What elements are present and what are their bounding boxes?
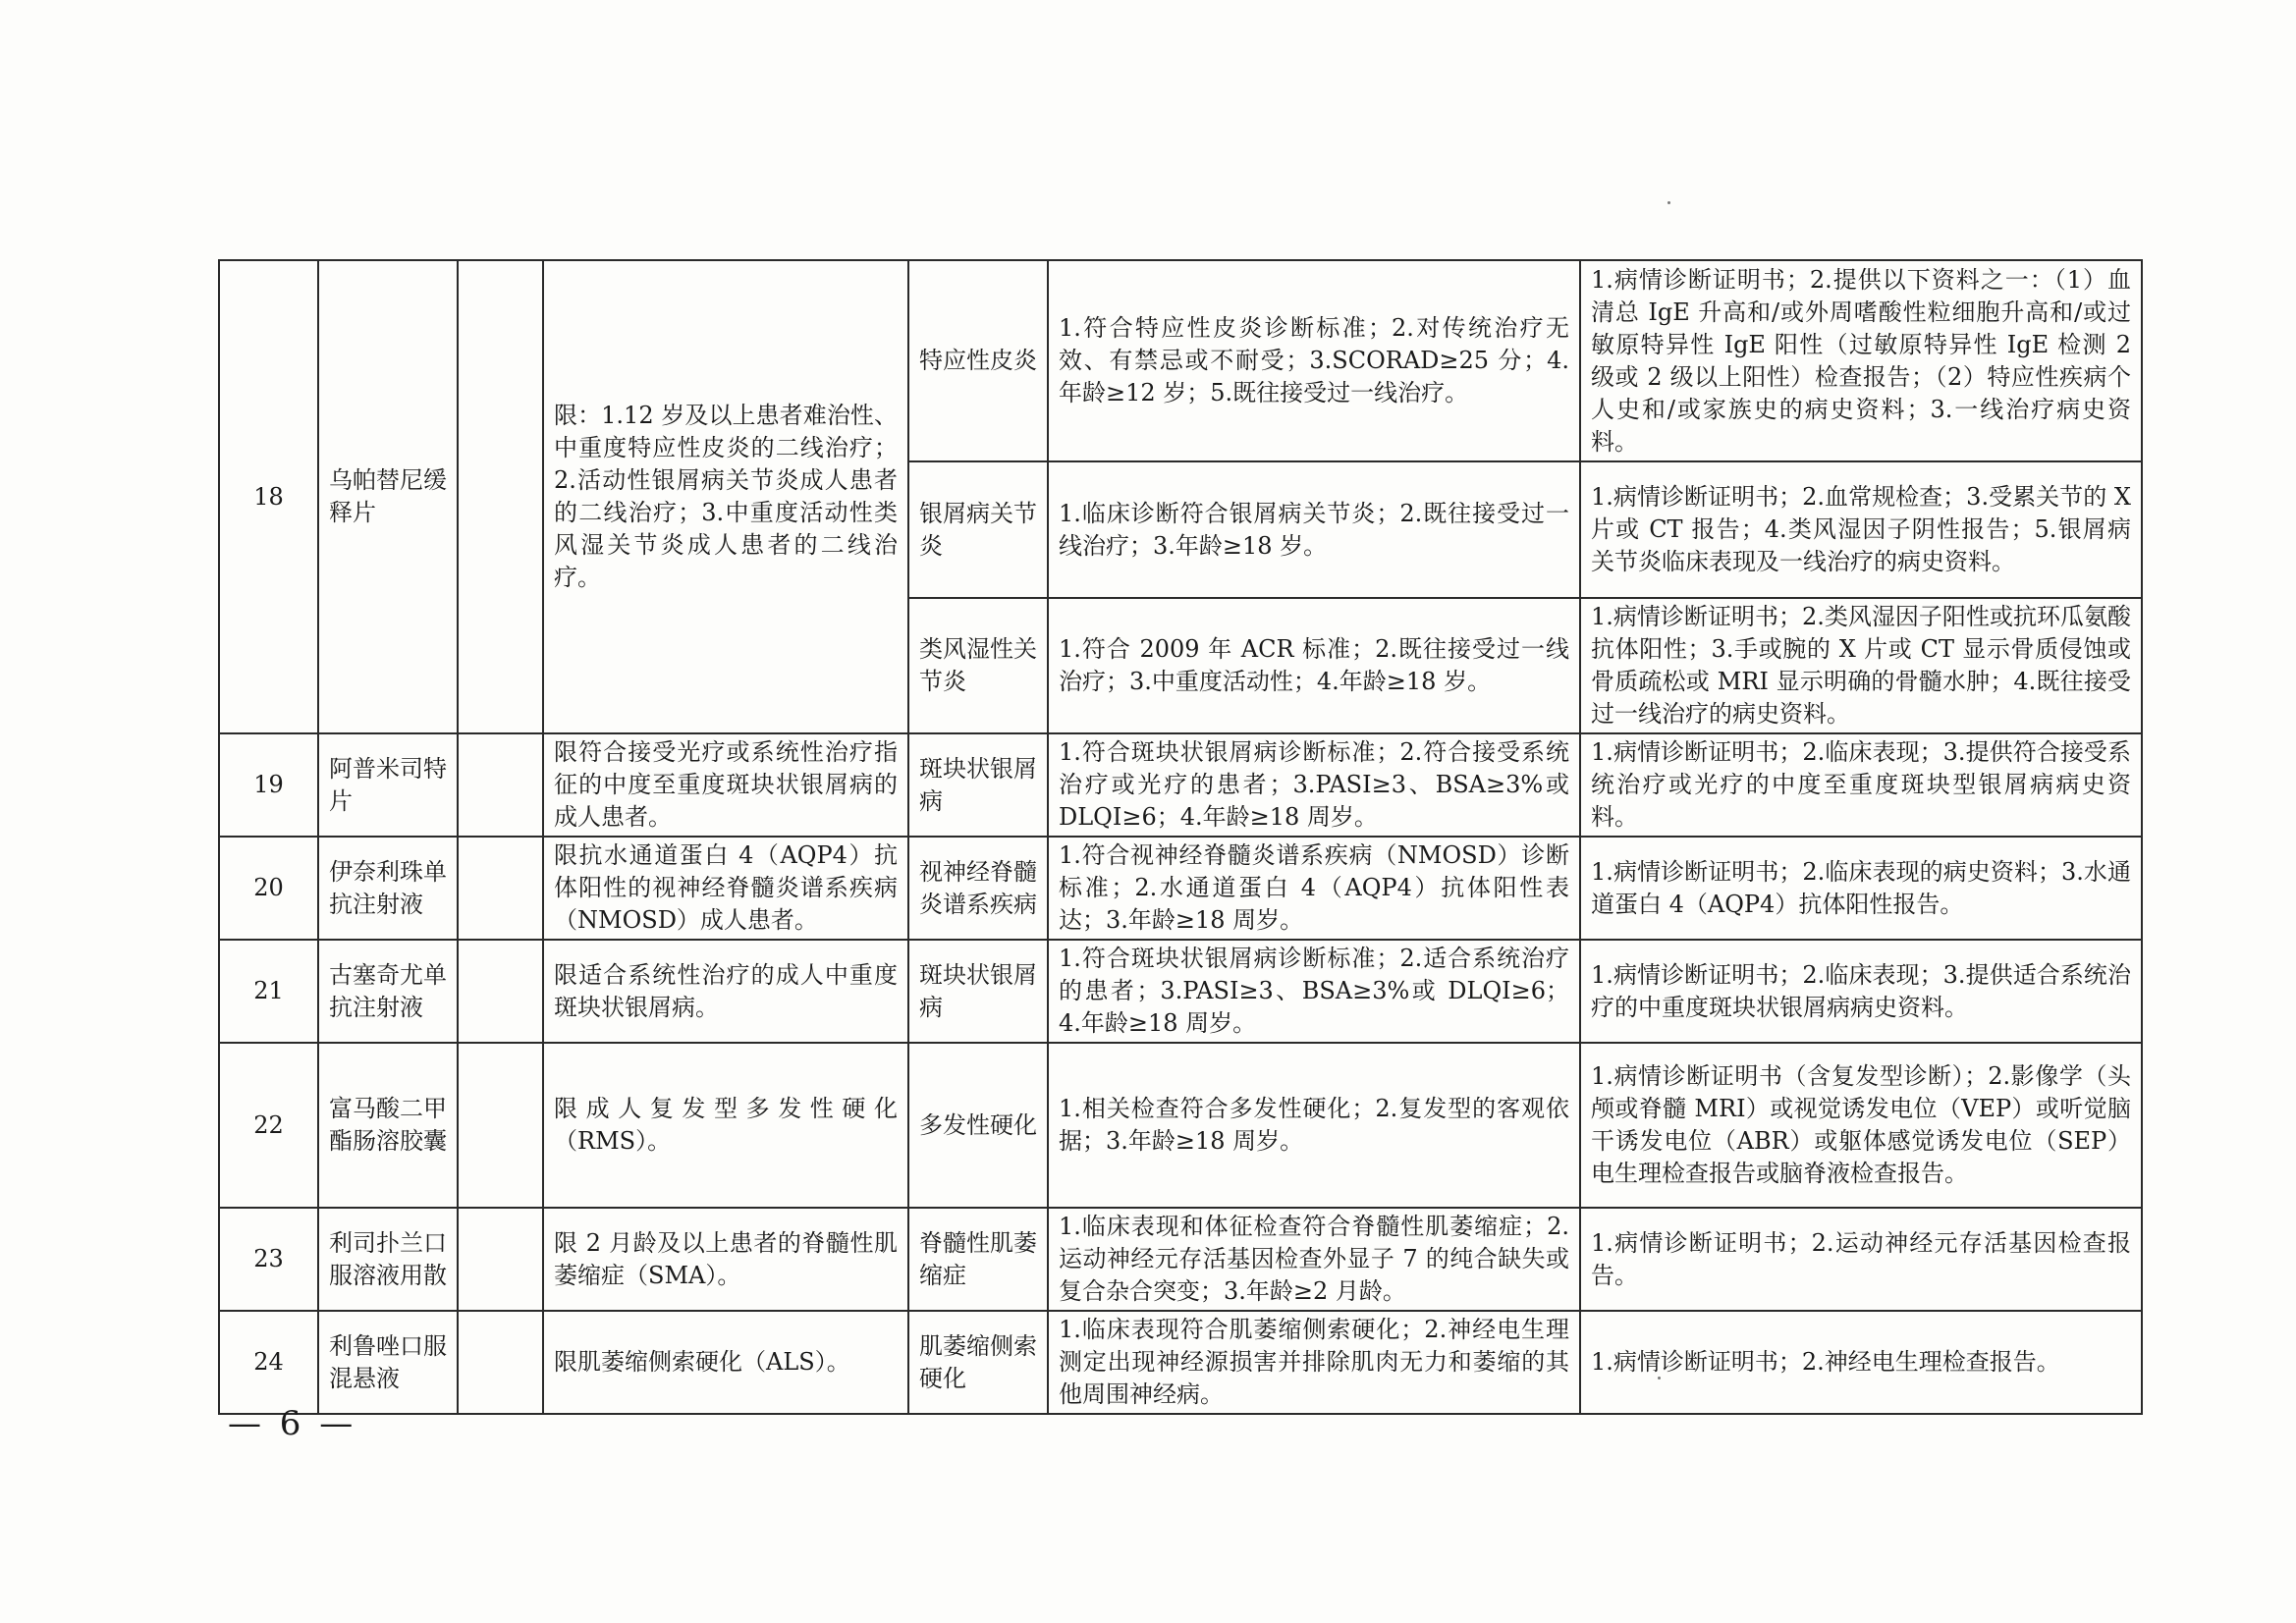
blank-cell	[458, 260, 543, 733]
eligibility-criteria: 1.符合特应性皮炎诊断标准；2.对传统治疗无效、有禁忌或不耐受；3.SCORAD≥25 分；4.年龄≥12 岁；5.既往接受过一线治疗。	[1048, 260, 1580, 461]
restriction-scope: 限抗水通道蛋白 4（AQP4）抗体阳性的视神经脊髓炎谱系疾病（NMOSD）成人患者。	[543, 837, 908, 940]
row-number: 21	[219, 940, 318, 1043]
required-documents: 1.病情诊断证明书；2.提供以下资料之一：（1）血清总 IgE 升高和/或外周嗜酸性粒细胞升高和/或过敏原特异性 IgE 阳性（过敏原特异性 IgE 检测 2 级或 2 级以上阳性）检查报告；（2）特应性疾病个人史和/或家族史的病史资料；3.一线治疗病史资料。	[1580, 260, 2142, 461]
indication-condition: 视神经脊髓炎谱系疾病	[908, 837, 1048, 940]
blank-cell	[458, 733, 543, 837]
restriction-scope: 限肌萎缩侧索硬化（ALS）。	[543, 1311, 908, 1414]
blank-cell	[458, 837, 543, 940]
restriction-scope: 限：1.12 岁及以上患者难治性、中重度特应性皮炎的二线治疗；2.活动性银屑病关节炎成人患者的二线治疗；3.中重度活动性类风湿关节炎成人患者的二线治疗。	[543, 260, 908, 733]
page-number: — 6 —	[228, 1404, 357, 1443]
indication-condition: 类风湿性关节炎	[908, 598, 1048, 733]
eligibility-criteria: 1.临床表现和体征检查符合脊髓性肌萎缩症；2.运动神经元存活基因检查外显子 7 的纯合缺失或复合杂合突变；3.年龄≥2 月龄。	[1048, 1208, 1580, 1311]
drug-condition-table	[218, 259, 2143, 1415]
indication-condition: 银屑病关节炎	[908, 461, 1048, 598]
restriction-scope: 限 2 月龄及以上患者的脊髓性肌萎缩症（SMA）。	[543, 1208, 908, 1311]
eligibility-criteria: 1.符合斑块状银屑病诊断标准；2.适合系统治疗的患者；3.PASI≥3、BSA≥3%或 DLQI≥6；4.年龄≥18 周岁。	[1048, 940, 1580, 1043]
blank-cell	[458, 1208, 543, 1311]
indication-condition: 斑块状银屑病	[908, 733, 1048, 837]
drug-name: 富马酸二甲酯肠溶胶囊	[318, 1043, 458, 1208]
table-row	[219, 1043, 2142, 1208]
table-row	[219, 1311, 2142, 1414]
blank-cell	[458, 940, 543, 1043]
indication-condition: 脊髓性肌萎缩症	[908, 1208, 1048, 1311]
eligibility-criteria: 1.符合斑块状银屑病诊断标准；2.符合接受系统治疗或光疗的患者；3.PASI≥3、BSA≥3%或 DLQI≥6；4.年龄≥18 周岁。	[1048, 733, 1580, 837]
indication-condition: 肌萎缩侧索硬化	[908, 1311, 1048, 1414]
row-number: 20	[219, 837, 318, 940]
table-row	[219, 260, 2142, 461]
table-row	[219, 940, 2142, 1043]
drug-name: 伊奈利珠单抗注射液	[318, 837, 458, 940]
scan-speck	[1658, 1377, 1661, 1380]
required-documents: 1.病情诊断证明书；2.血常规检查；3.受累关节的 X 片或 CT 报告；4.类风湿因子阴性报告；5.银屑病关节炎临床表现及一线治疗的病史资料。	[1580, 461, 2142, 598]
scan-speck	[1667, 201, 1670, 204]
required-documents: 1.病情诊断证明书（含复发型诊断）；2.影像学（头颅或脊髓 MRI）或视觉诱发电位（VEP）或听觉脑干诱发电位（ABR）或躯体感觉诱发电位（SEP）电生理检查报告或脑脊液检查报告。	[1580, 1043, 2142, 1208]
required-documents: 1.病情诊断证明书；2.类风湿因子阳性或抗环瓜氨酸抗体阳性；3.手或腕的 X 片或 CT 显示骨质侵蚀或骨质疏松或 MRI 显示明确的骨髓水肿；4.既往接受过一线治疗的病史资料。	[1580, 598, 2142, 733]
indication-condition: 斑块状银屑病	[908, 940, 1048, 1043]
row-number: 19	[219, 733, 318, 837]
required-documents: 1.病情诊断证明书；2.运动神经元存活基因检查报告。	[1580, 1208, 2142, 1311]
eligibility-criteria: 1.临床诊断符合银屑病关节炎；2.既往接受过一线治疗；3.年龄≥18 岁。	[1048, 461, 1580, 598]
drug-name: 阿普米司特片	[318, 733, 458, 837]
required-documents: 1.病情诊断证明书；2.临床表现；3.提供符合接受系统治疗或光疗的中度至重度斑块型银屑病病史资料。	[1580, 733, 2142, 837]
row-number: 23	[219, 1208, 318, 1311]
restriction-scope: 限适合系统性治疗的成人中重度斑块状银屑病。	[543, 940, 908, 1043]
eligibility-criteria: 1.符合 2009 年 ACR 标准；2.既往接受过一线治疗；3.中重度活动性；4.年龄≥18 岁。	[1048, 598, 1580, 733]
indication-condition: 特应性皮炎	[908, 260, 1048, 461]
row-number: 24	[219, 1311, 318, 1414]
eligibility-criteria: 1.临床表现符合肌萎缩侧索硬化；2.神经电生理测定出现神经源损害并排除肌肉无力和萎缩的其他周围神经病。	[1048, 1311, 1580, 1414]
drug-name: 古塞奇尤单抗注射液	[318, 940, 458, 1043]
row-number: 18	[219, 260, 318, 733]
required-documents: 1.病情诊断证明书；2.神经电生理检查报告。	[1580, 1311, 2142, 1414]
row-number: 22	[219, 1043, 318, 1208]
drug-name: 利鲁唑口服混悬液	[318, 1311, 458, 1414]
eligibility-criteria: 1.相关检查符合多发性硬化；2.复发型的客观依据；3.年龄≥18 周岁。	[1048, 1043, 1580, 1208]
drug-name: 乌帕替尼缓释片	[318, 260, 458, 733]
required-documents: 1.病情诊断证明书；2.临床表现；3.提供适合系统治疗的中重度斑块状银屑病病史资料。	[1580, 940, 2142, 1043]
blank-cell	[458, 1043, 543, 1208]
eligibility-criteria: 1.符合视神经脊髓炎谱系疾病（NMOSD）诊断标准；2.水通道蛋白 4（AQP4）抗体阳性表达；3.年龄≥18 周岁。	[1048, 837, 1580, 940]
table-row	[219, 1208, 2142, 1311]
blank-cell	[458, 1311, 543, 1414]
required-documents: 1.病情诊断证明书；2.临床表现的病史资料；3.水通道蛋白 4（AQP4）抗体阳性报告。	[1580, 837, 2142, 940]
drug-name: 利司扑兰口服溶液用散	[318, 1208, 458, 1311]
indication-condition: 多发性硬化	[908, 1043, 1048, 1208]
restriction-scope: 限成人复发型多发性硬化（RMS）。	[543, 1043, 908, 1208]
restriction-scope: 限符合接受光疗或系统性治疗指征的中度至重度斑块状银屑病的成人患者。	[543, 733, 908, 837]
table-row	[219, 733, 2142, 837]
table-row	[219, 837, 2142, 940]
